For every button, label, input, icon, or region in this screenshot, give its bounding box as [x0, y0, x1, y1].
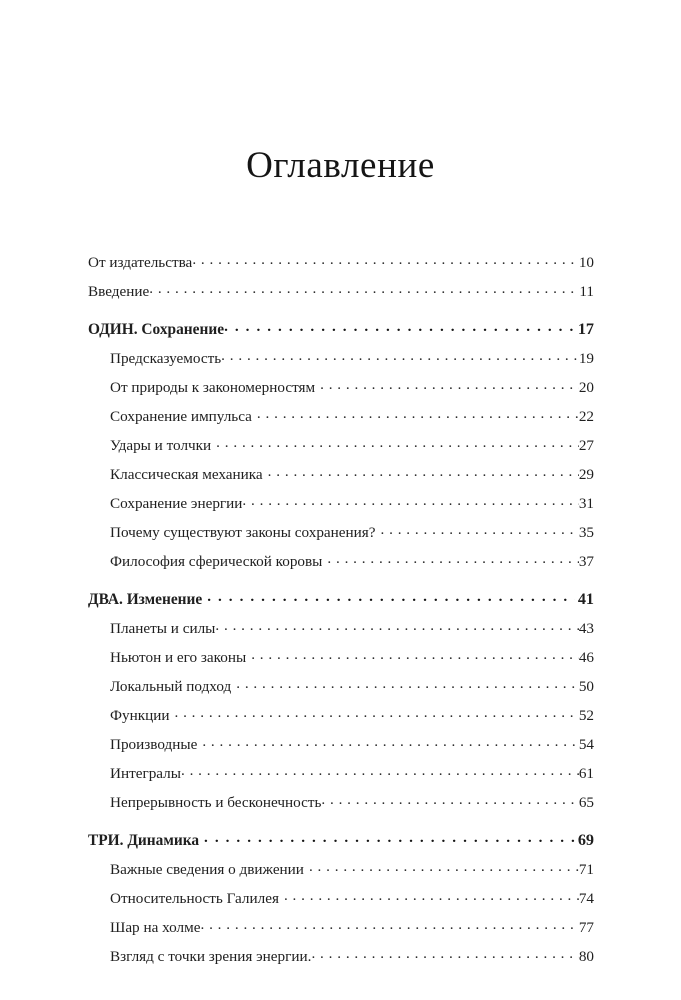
toc-entry-page-number: 29: [578, 466, 594, 483]
toc-entry-page-number: 69: [577, 831, 594, 849]
toc-entry[interactable]: [110, 402, 594, 431]
toc-entry-page-number: 71: [578, 861, 594, 878]
toc-entry-page-number: 61: [578, 765, 594, 782]
toc-entry-page-number: 37: [578, 553, 594, 570]
toc-entry-page-number: 31: [578, 495, 594, 512]
toc-entry-label: ТРИ. Динамика: [88, 832, 200, 849]
toc-entry-page-number: 46: [578, 649, 594, 666]
toc-leader-dots: [192, 252, 579, 267]
toc-entry[interactable]: [110, 373, 594, 402]
toc-entry[interactable]: [110, 913, 594, 942]
toc-entry-label: Планеты и силы: [110, 620, 216, 637]
toc-leader-dots: [327, 551, 578, 566]
toc-entry-label: ДВА. Изменение: [88, 591, 203, 608]
toc-entry[interactable]: [110, 672, 594, 701]
toc-entry-label: Производные: [110, 736, 198, 753]
toc-entry-label: Почему существуют законы сохранения?: [110, 524, 376, 541]
toc-entry[interactable]: [110, 788, 594, 817]
toc-leader-dots: [204, 830, 575, 845]
toc-entry-label: ОДИН. Сохранение: [88, 321, 225, 338]
toc-leader-dots: [181, 763, 579, 778]
toc-entry-page-number: 77: [578, 919, 594, 936]
toc-leader-dots: [200, 917, 578, 932]
toc-entry-label: Ньютон и его законы: [110, 649, 247, 666]
toc-entry-page-number: 74: [578, 890, 594, 907]
toc-entry-page-number: 43: [578, 620, 594, 637]
toc-entry-page-number: 54: [578, 736, 594, 753]
toc-entry-page-number: 11: [579, 283, 594, 300]
toc-leader-dots: [236, 676, 579, 691]
toc-entry[interactable]: [110, 942, 594, 971]
toc-leader-dots: [320, 377, 579, 392]
toc-entry[interactable]: [110, 701, 594, 730]
toc-entry-page-number: 41: [577, 590, 594, 608]
toc-entry[interactable]: [88, 585, 594, 614]
toc-leader-dots: [224, 319, 575, 334]
toc-leader-dots: [284, 888, 579, 903]
toc-entry-page-number: 27: [578, 437, 594, 454]
toc-entry-page-number: 10: [578, 254, 594, 271]
toc-entry-page-number: 65: [578, 794, 594, 811]
toc-entry[interactable]: [110, 643, 594, 672]
toc-entry-page-number: 50: [578, 678, 594, 695]
toc-leader-dots: [202, 734, 579, 749]
toc-leader-dots: [381, 522, 579, 537]
toc-entry-label: Шар на холме: [110, 919, 201, 936]
toc-entry-label: Введение: [88, 283, 150, 300]
toc-leader-dots: [216, 435, 579, 450]
toc-entry-page-number: 17: [577, 320, 594, 338]
toc-entry[interactable]: [110, 547, 594, 576]
toc-leader-dots: [221, 348, 579, 363]
toc-leader-dots: [321, 792, 578, 807]
toc-leader-dots: [242, 493, 578, 508]
toc-entry-label: Философия сферической коровы: [110, 553, 323, 570]
toc-entry-page-number: 19: [578, 350, 594, 367]
toc-entry-label: Непрерывность и бесконечность: [110, 794, 322, 811]
toc-entry[interactable]: [88, 315, 594, 344]
toc-leader-dots: [207, 589, 575, 604]
toc-entry-label: Интегралы: [110, 765, 181, 782]
toc-entry-list: [88, 248, 594, 971]
toc-entry-label: Важные сведения о движении: [110, 861, 304, 878]
toc-entry-label: Предсказуемость: [110, 350, 222, 367]
toc-leader-dots: [309, 859, 579, 874]
page-title: Оглавление: [246, 144, 435, 186]
toc-entry-label: Сохранение энергии: [110, 495, 243, 512]
toc-leader-dots: [149, 281, 579, 296]
toc-entry-page-number: 35: [578, 524, 594, 541]
toc-entry[interactable]: [110, 855, 594, 884]
toc-entry-label: Классическая механика: [110, 466, 263, 483]
toc-entry-page-number: 80: [578, 948, 594, 965]
toc-entry-label: Относительность Галилея: [110, 890, 279, 907]
toc-entry-label: От природы к закономерностям: [110, 379, 316, 396]
toc-entry[interactable]: [110, 431, 594, 460]
toc-entry-page-number: 22: [578, 408, 594, 425]
toc-entry[interactable]: [110, 344, 594, 373]
toc-entry[interactable]: [110, 884, 594, 913]
toc-leader-dots: [215, 618, 578, 633]
toc-leader-dots: [251, 647, 579, 662]
toc-entry[interactable]: [110, 518, 594, 547]
toc-entry[interactable]: [110, 759, 594, 788]
toc-entry[interactable]: [110, 730, 594, 759]
toc-leader-dots: [174, 705, 578, 720]
toc-entry-label: Взгляд с точки зрения энергии.: [110, 948, 312, 965]
toc-entry-page-number: 20: [578, 379, 594, 396]
toc-leader-dots: [311, 946, 578, 961]
toc-entry-label: От издательства: [88, 254, 193, 271]
toc-entry-label: Локальный подход: [110, 678, 232, 695]
toc-entry[interactable]: [88, 248, 594, 277]
toc-entry-label: Функции: [110, 707, 170, 724]
toc-leader-dots: [257, 406, 579, 421]
toc-entry[interactable]: [110, 460, 594, 489]
toc-entry[interactable]: [110, 489, 594, 518]
toc-entry-page-number: 52: [578, 707, 594, 724]
toc-leader-dots: [268, 464, 579, 479]
toc-entry[interactable]: [110, 614, 594, 643]
toc-entry[interactable]: [88, 826, 594, 855]
toc-entry-label: Удары и толчки: [110, 437, 212, 454]
toc-entry-label: Сохранение импульса: [110, 408, 252, 425]
toc-entry[interactable]: [88, 277, 594, 306]
